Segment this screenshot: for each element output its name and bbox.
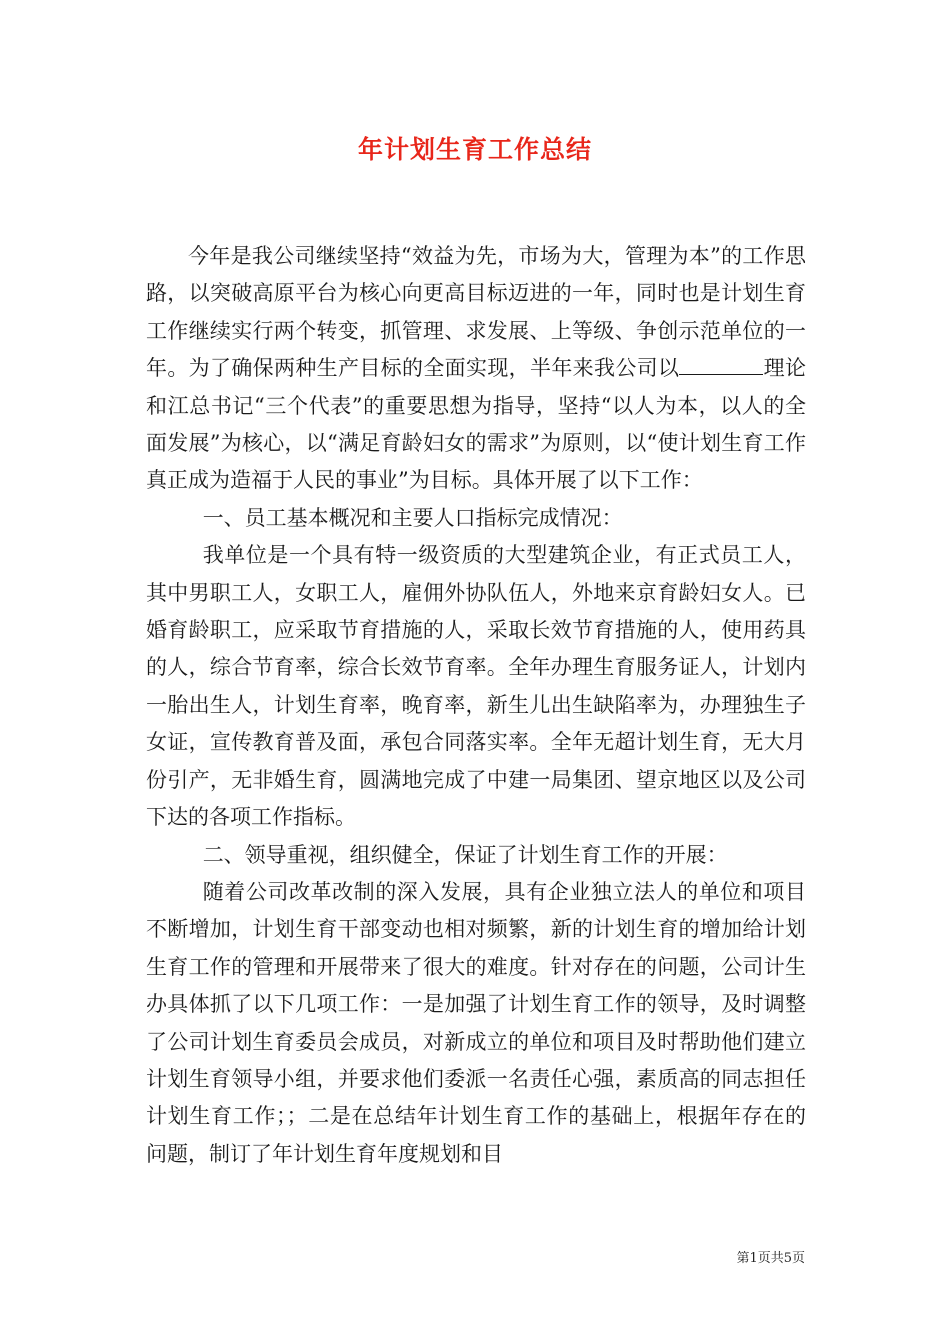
section-heading-1: 一、员工基本概况和主要人口指标完成情况：: [202, 505, 623, 530]
paragraph-staff-overview: 我单位是一个具有特一级资质的大型建筑企业，有正式员工人，其中男职工人，女职工人，雇佣外协队伍人，外地来京育龄妇女人。已婚育龄职工，应采取节育措施的人，采取长效节育措施的人，使用药具的人，综合节育率，综合长效节育率。全年办理生育服务证人，计划内一胎出生人，计划生育率，晚育率，新生儿出生缺陷率为，办理独生子女证，宣传教育普及面，承包合同落实率。全年无超计划生育，无大月份引产，无非婚生育，圆满地完成了中建一局集团、望京地区以及公司下达的各项工作指标。: [146, 543, 806, 830]
section-heading-2: 二、领导重视，组织健全，保证了计划生育工作的开展：: [202, 842, 728, 867]
page-indicator: 第1页共5页: [736, 1251, 805, 1266]
paragraph-intro-part-a: 今年是我公司继续坚持“效益为先，市场为大，管理为本”的工作思路，以突破高原平台为核心向更高目标迈进的一年，同时也是计划生育工作继续实行两个转变，抓管理、求发展、上等级、争创示范单位的一年。为了确保两种生产目标的全面实现，半年来我公司以: [146, 244, 806, 381]
paragraph-leadership: 随着公司改革改制的深入发展，具有企业独立法人的单位和项目不断增加，计划生育干部变动也相对频繁，新的计划生育的增加给计划生育工作的管理和开展带来了很大的难度。针对存在的问题，公司计生办具体抓了以下几项工作：一是加强了计划生育工作的领导，及时调整了公司计划生育委员会成员，对新成立的单位和项目及时帮助他们建立计划生育领导小组，并要求他们委派一名责任心强，素质高的同志担任计划生育工作；；二是在总结年计划生育工作的基础上，根据年存在的问题，制订了年计划生育年度规划和目: [146, 879, 806, 1166]
paragraph-intro: [146, 238, 806, 500]
paragraph-intro-part-b: 理论和江总书记“三个代表”的重要思想为指导，坚持“以人为本，以人的全面发展”为核心，以“满足育龄妇女的需求”为原则，以“使计划生育工作真正成为造福于人民的事业”为目标。具体开展了以下工作：: [146, 356, 807, 493]
blank-underline: [679, 353, 763, 375]
document-title: 年计划生育工作总结: [357, 135, 592, 164]
document-body: [146, 238, 806, 1173]
